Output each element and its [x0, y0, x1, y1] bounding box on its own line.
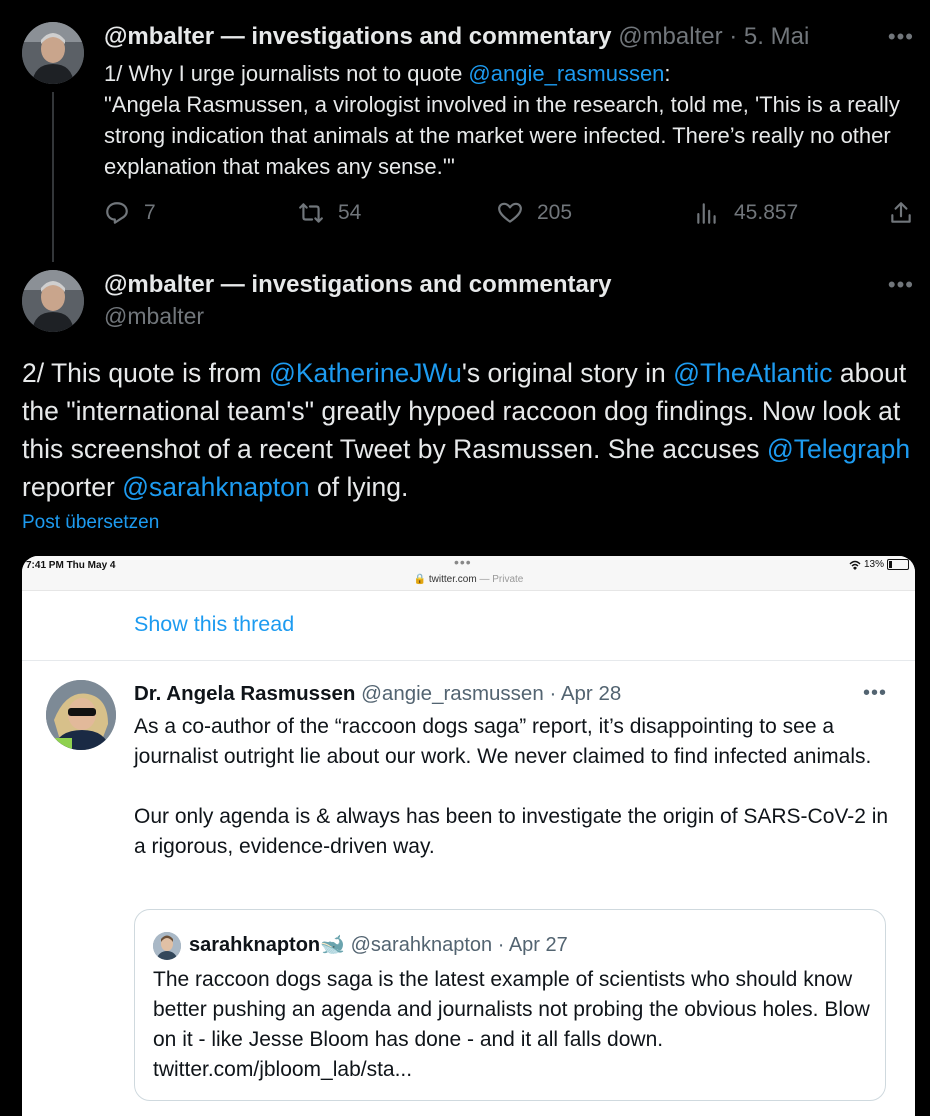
mention-link[interactable]: @angie_rasmussen: [468, 61, 665, 86]
author-name[interactable]: @mbalter — investigations and commentary: [104, 271, 612, 298]
tweet-paragraph: As a co-author of the “raccoon dogs saga” report, it’s disappointing to see a journalist outright lie about our work. We never claimed to find infected animals.: [134, 715, 872, 768]
author-handle[interactable]: @mbalter: [104, 303, 205, 329]
like-button[interactable]: [497, 200, 572, 226]
tweet1-header: [104, 22, 809, 52]
more-options-icon[interactable]: •••: [887, 24, 914, 49]
screenshot-tweet-text: [134, 712, 894, 892]
avatar: [153, 932, 181, 960]
battery-icon: [887, 559, 909, 570]
author-handle: @sarahknapton: [350, 934, 493, 956]
tweet-text: 's original story in: [461, 358, 674, 388]
url-text: twitter.com: [428, 574, 477, 585]
tweet1-actions: [104, 200, 916, 232]
wifi-icon: [849, 560, 861, 570]
quoted-tweet-text: The raccoon dogs saga is the latest example of scientists who should know better pushing an agenda and journalists not probing the obvious holes. Blow on it - like Jesse Bloom has done - and it all falls down. twitter.com/jbloom_lab/sta...: [153, 968, 870, 1081]
quoted-tweet-card: [134, 909, 886, 1101]
reply-count: 7: [144, 201, 156, 224]
battery-status: [849, 559, 909, 570]
author-handle: @angie_rasmussen: [361, 682, 544, 705]
attached-screenshot[interactable]: [22, 556, 915, 1116]
show-thread-link: Show this thread: [134, 612, 295, 636]
tweet1-text: [104, 58, 914, 182]
private-label: — Private: [476, 574, 524, 585]
tweet-text: 2/ This quote is from: [22, 358, 269, 388]
avatar: [46, 680, 116, 750]
mention-link[interactable]: @sarahknapton: [122, 472, 310, 502]
mention-link[interactable]: @KatherineJWu: [268, 358, 462, 388]
quoted-tweet-header: [189, 932, 568, 957]
author-name[interactable]: @mbalter — investigations and commentary: [104, 23, 612, 50]
avatar[interactable]: [22, 22, 84, 84]
tweet-date: · Apr 27: [497, 934, 568, 956]
tweet-paragraph: Our only agenda is & always has been to investigate the origin of SARS-CoV-2 in a rigorous, evidence-driven way.: [134, 805, 889, 858]
whale-icon: 🐋: [320, 934, 346, 956]
thread-line: [52, 92, 54, 262]
tweet-text: of lying.: [309, 472, 409, 502]
reply-icon: [104, 200, 130, 226]
url-bar: [22, 574, 915, 585]
like-count: 205: [537, 201, 573, 224]
tweet-text: 1/ Why I urge journalists not to quote: [104, 61, 469, 86]
tweet-date[interactable]: · 5. Mai: [729, 23, 810, 50]
tweet-date: · Apr 28: [549, 682, 622, 705]
more-options-icon[interactable]: •••: [887, 272, 914, 297]
tweet-text: reporter: [22, 472, 123, 502]
author-name: Dr. Angela Rasmussen: [134, 682, 356, 705]
more-options-icon: •••: [862, 682, 887, 704]
tweet-text: about the "international team's" greatly hypoed raccoon dog findings. Now look at this screenshot of a recent Tweet by Rasmussen. She accuses: [22, 358, 907, 464]
quoted-tweet-header: [134, 682, 621, 706]
reply-button[interactable]: [104, 200, 156, 226]
heart-icon: [497, 200, 523, 226]
retweet-button[interactable]: [298, 200, 361, 226]
view-count: 45.857: [734, 201, 799, 224]
avatar[interactable]: [22, 270, 84, 332]
views-button[interactable]: [694, 200, 798, 226]
share-icon: [888, 200, 914, 226]
share-button[interactable]: [888, 200, 914, 226]
tweet-text: :: [664, 61, 671, 86]
translate-link[interactable]: Post übersetzen: [22, 512, 160, 533]
status-time: 7:41 PM Thu May 4: [26, 560, 116, 571]
retweet-icon: [298, 200, 324, 226]
lock-icon: 🔒: [413, 574, 427, 585]
dots-icon: •••: [454, 556, 472, 570]
battery-percent: 13%: [863, 559, 884, 570]
tweet2-text: [22, 354, 912, 506]
status-bar: [22, 556, 915, 591]
views-icon: [694, 200, 720, 226]
mention-link[interactable]: @TheAtlantic: [673, 358, 833, 388]
mention-link[interactable]: @Telegraph: [766, 434, 911, 464]
retweet-count: 54: [338, 201, 362, 224]
author-name: sarahknapton: [189, 934, 321, 956]
author-handle[interactable]: @mbalter: [618, 23, 723, 50]
divider: [22, 660, 915, 661]
tweet-quote-text: "Angela Rasmussen, a virologist involved in the research, told me, 'This is a really strong indication that animals at the market were infected. There’s really no other explanation that makes any sense.'": [104, 92, 900, 179]
